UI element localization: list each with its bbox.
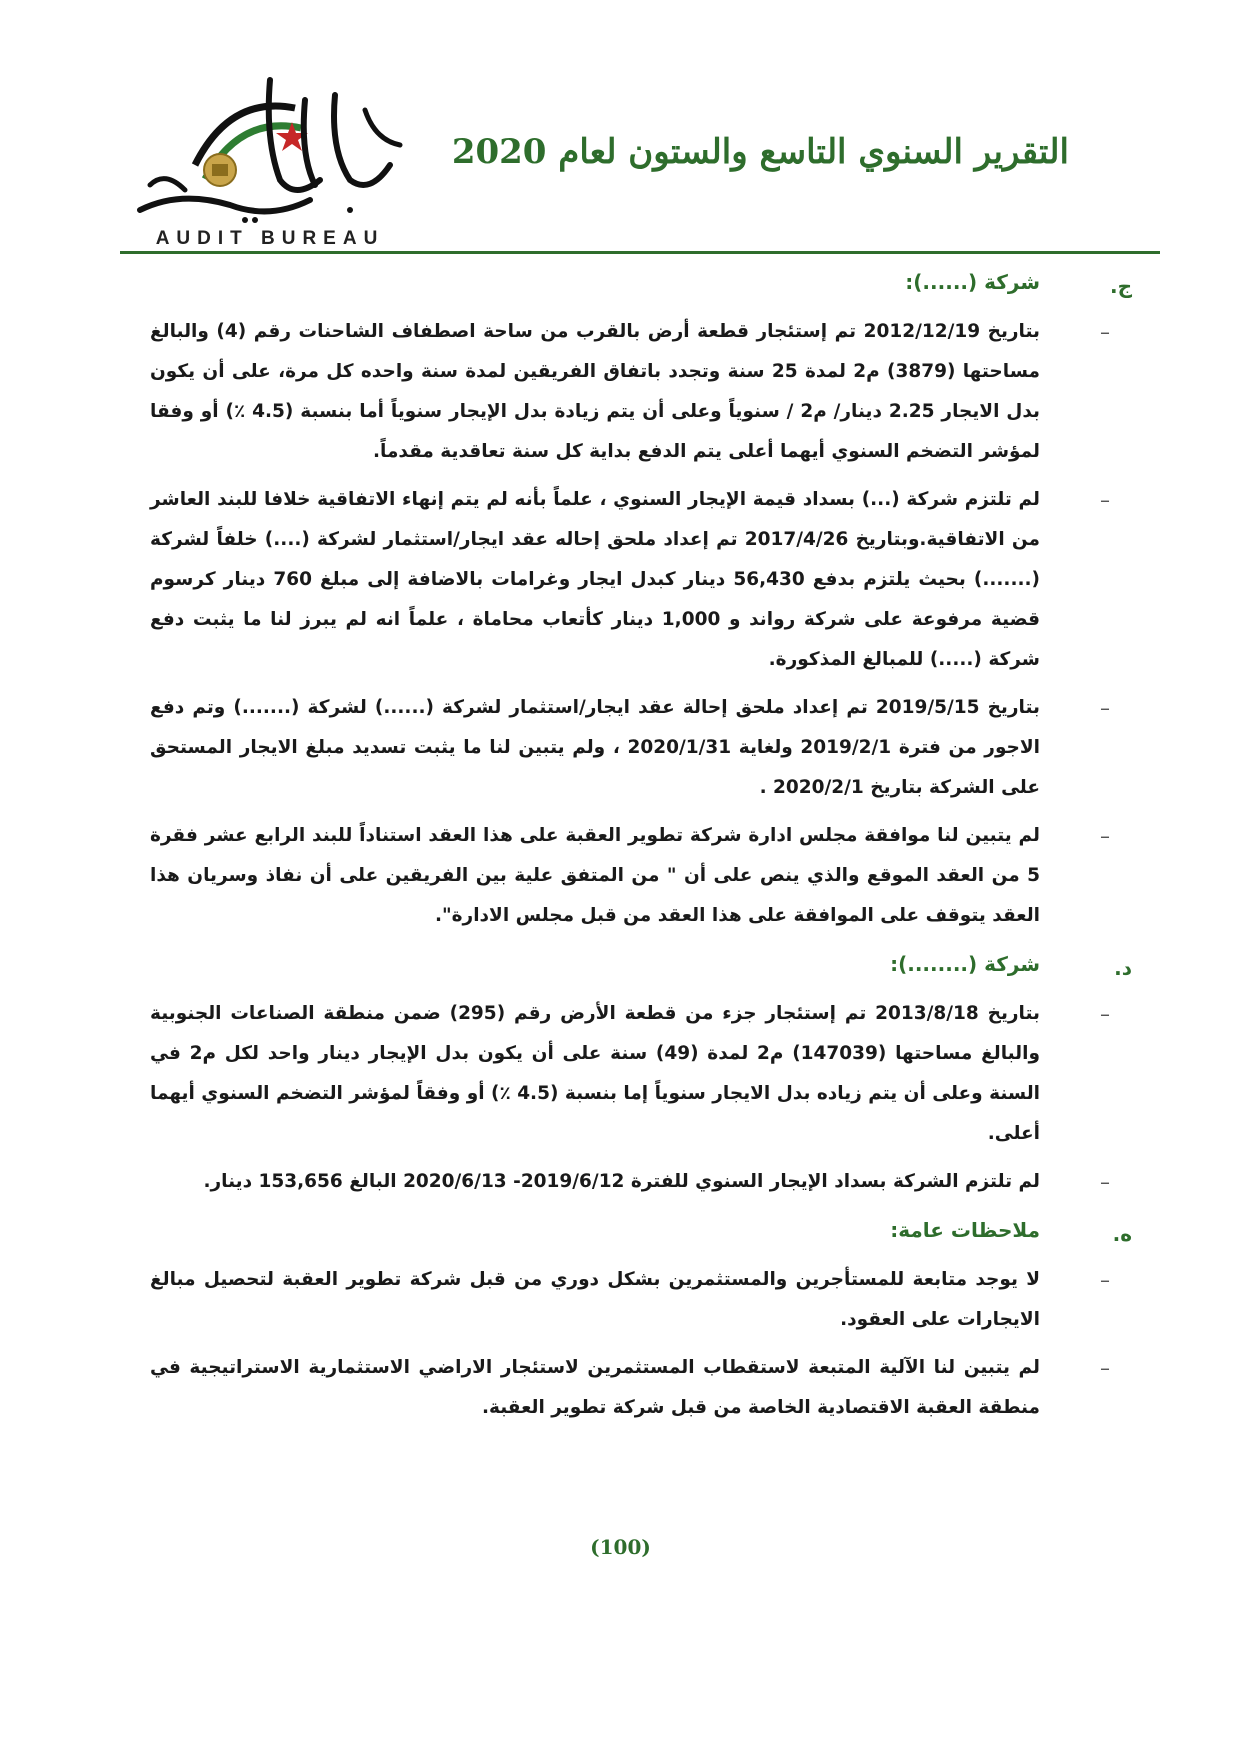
section-letter: ج. bbox=[1109, 274, 1132, 298]
report-title: التقرير السنوي التاسع والستون لعام 2020 bbox=[451, 132, 1069, 172]
section-heading bbox=[150, 262, 1132, 312]
paragraph: لم يتبين لنا موافقة مجلس ادارة شركة تطوير العقبة على هذا العقد استناداً للبند الرابع عشر فقرة 5 من العقد الموقع والذي ينص على أن " من المتفق علية بين الفريقين على أن نفاذ وسريان هذا العقد يتوقف على الموافقة على هذا العقد من قبل مجلس الادارة". bbox=[150, 825, 1040, 926]
list-item bbox=[150, 816, 1110, 936]
dash-bullet-icon: – bbox=[1100, 1268, 1110, 1292]
dash-bullet-icon: – bbox=[1100, 1170, 1110, 1194]
section-title: ملاحظات عامة: bbox=[890, 1218, 1040, 1242]
list-item bbox=[150, 312, 1110, 472]
list-item bbox=[150, 480, 1110, 680]
section-title: شركة (......): bbox=[905, 270, 1040, 294]
section-letter: ه. bbox=[1112, 1222, 1132, 1246]
list-item bbox=[150, 688, 1110, 808]
logo-emblem-icon bbox=[120, 60, 420, 230]
dash-bullet-icon: – bbox=[1100, 824, 1110, 848]
section-heading bbox=[150, 944, 1132, 994]
dash-bullet-icon: – bbox=[1100, 320, 1110, 344]
paragraph: لا يوجد متابعة للمستأجرين والمستثمرين بشكل دوري من قبل شركة تطوير العقبة لتحصيل مبالغ الايجارات على العقود. bbox=[150, 1269, 1040, 1330]
paragraph: بتاريخ 2013/8/18 تم إستئجار جزء من قطعة الأرض رقم (295) ضمن منطقة الصناعات الجنوبية والبالغ مساحتها (147039) م2 لمدة (49) سنة على أن يكون بدل الإيجار دينار واحد لكل م2 في السنة وعلى أن يتم زياده بدل الايجار سنوياً إما بنسبة (4.5 ٪) أو وفقاً لمؤشر التضخم السنوي أيهما أعلى. bbox=[150, 1003, 1040, 1144]
list-item bbox=[150, 1260, 1110, 1340]
logo-subtitle: AUDIT BUREAU bbox=[155, 228, 385, 249]
list-item bbox=[150, 1162, 1110, 1202]
section-heading bbox=[150, 1210, 1132, 1260]
list-item bbox=[150, 1348, 1110, 1428]
page-number: (100) bbox=[590, 1535, 651, 1559]
dash-bullet-icon: – bbox=[1100, 696, 1110, 720]
document-body bbox=[150, 262, 1132, 1436]
paragraph: لم تلتزم شركة (...) بسداد قيمة الإيجار السنوي ، علماً بأنه لم يتم إنهاء الاتفاقية خلافا للبند العاشر من الاتفاقية.وبتاريخ 2017/4/26 تم إعداد ملحق إحاله عقد ايجار/استثمار لشركة (....) خلفاً لشركة (.......) بحيث يلتزم بدفع 56,430 دينار كبدل ايجار وغرامات بالاضافة إلى مبلغ 760 دينار كرسوم قضية مرفوعة على شركة رواند و 1,000 دينار كأتعاب محاماة ، علماً انه لم يبرز لنا ما يثبت دفع شركة (.....) للمبالغ المذكورة. bbox=[150, 489, 1040, 670]
section-title: شركة (........): bbox=[890, 952, 1040, 976]
header-divider bbox=[120, 251, 1160, 254]
paragraph: لم يتبين لنا الآلية المتبعة لاستقطاب المستثمرين لاستئجار الاراضي الاستثمارية الاستراتيجية في منطقة العقبة الاقتصادية الخاصة من قبل شركة تطوير العقبة. bbox=[150, 1357, 1040, 1418]
section-letter: د. bbox=[1114, 956, 1132, 980]
list-item bbox=[150, 994, 1110, 1154]
page-header bbox=[0, 0, 1241, 255]
paragraph: بتاريخ 2012/12/19 تم إستئجار قطعة أرض بالقرب من ساحة اصطفاف الشاحنات رقم (4) والبالغ مساحتها (3879) م2 لمدة 25 سنة وتجدد باتفاق الفريقين لمدة سنة واحده كل مرة، على أن يكون بدل الايجار 2.25 دينار/ م2 / سنوياً وعلى أن يتم زيادة بدل الإيجار سنوياً أما بنسبة (4.5 ٪) أو وفقا لمؤشر التضخم السنوي أيهما أعلى يتم الدفع بداية كل سنة تعاقدية مقدماً. bbox=[150, 321, 1041, 462]
paragraph: بتاريخ 2019/5/15 تم إعداد ملحق إحالة عقد ايجار/استثمار لشركة (......) لشركة (.......) وتم دفع الاجور من فترة 2019/2/1 ولغاية 2020/1/31 ، ولم يتبين لنا ما يثبت تسديد مبلغ الايجار المستحق على الشركة بتاريخ 2020/2/1 . bbox=[150, 697, 1040, 798]
paragraph: لم تلتزم الشركة بسداد الإيجار السنوي للفترة 2019/6/12- 2020/6/13 البالغ 153,656 دينار. bbox=[203, 1171, 1040, 1192]
dash-bullet-icon: – bbox=[1100, 488, 1110, 512]
dash-bullet-icon: – bbox=[1100, 1356, 1110, 1380]
audit-bureau-logo bbox=[120, 60, 420, 250]
dash-bullet-icon: – bbox=[1100, 1002, 1110, 1026]
